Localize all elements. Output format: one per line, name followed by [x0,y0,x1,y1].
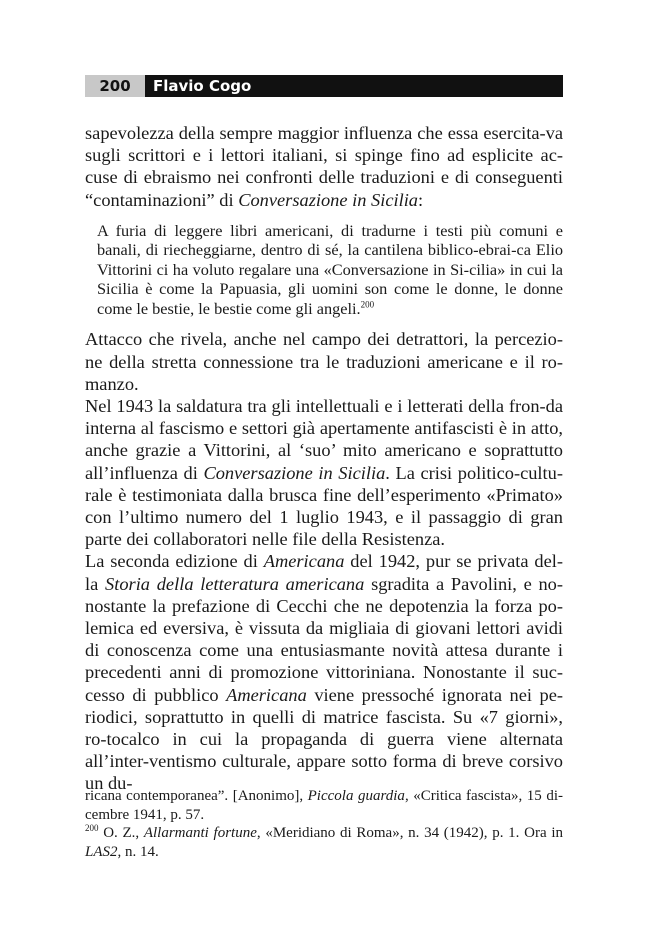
block-quote: A furia di leggere libri americani, di tradurne i testi più comuni e banali, di riecheggiarne, dentro di sé, la cantilena biblico-ebrai-ca Elio Vittorini ci ha voluto regalare una «Conversazione in Si-cilia» in cui la Sicilia è come la Papuasia, gli uomini son come le donne, le donne come le bestie, le bestie come gli angeli.$^{200}$ [97,220,563,318]
footnote-200: $^{200}$ O. Z., Allarmanti fortune, «Meridiano di Roma», n. 34 (1942), p. 1. Ora in LAS2, n. 14. [85,823,563,860]
paragraph-4: La seconda edizione di Americana del 1942, pur se privata del-la Storia della letteratura americana sgradita a Pavolini, e no-nostante la prefazione di Cecchi che ne depotenzia la forza po-lemica ed eversiva, è vissuta da migliaia di giovani lettori avidi di conoscenza come una entusiasmante novità attesa durante i precedenti anni di promozione vittoriniana. Nonostante il suc-cesso di pubblico Americana viene pressoché ignorata nei pe-riodici, soprattutto in quelli di matrice fascista. Su «7 giorni», ro-tocalco in cui la propaganda di guerra viene alternata all’inter-ventismo culturale, appare sotto forma di breve corsivo un du- [85,551,564,794]
running-title: Flavio Cogo [145,75,563,97]
footnotes [85,787,563,861]
paragraph-2: Attacco che rivela, anche nel campo dei detrattori, la percezio-ne della stretta connessione tra le traduzioni americane e il ro-manzo. [85,329,563,394]
footnote-ref-200: 200 [360,299,375,310]
paragraph-3: Nel 1943 la saldatura tra gli intellettuali e i letterati della fron-da interna al fascismo e settori già apertamente antifascisti è in atto, anche grazie a Vittorini, al ‘suo’ mito americano e soprattutto all’influenza di Conversazione in Sicilia. La crisi politico-cultu-rale è testimoniata dalla brusca fine dell’esperimento «Primato» con l’ultimo numero del 1 luglio 1943, e il passaggio di gran parte dei collaboratori nelle file della Resistenza. [85,395,563,550]
page-number: 200 [85,75,145,97]
footnote-continuation: ricana contemporanea”. [Anonimo], Piccola guardia, «Critica fascista», 15 di-cembre 1941, p. 57. [85,788,563,823]
running-header [85,75,563,97]
main-text [85,122,563,795]
paragraph-1: sapevolezza della sempre maggior influenza che essa esercita-va sugli scrittori e i lettori italiani, si spinge fino ad esplicite ac-cuse di ebraismo nei confronti delle traduzioni e di conseguenti “contaminazioni” di Conversazione in Sicilia: [85,123,563,210]
